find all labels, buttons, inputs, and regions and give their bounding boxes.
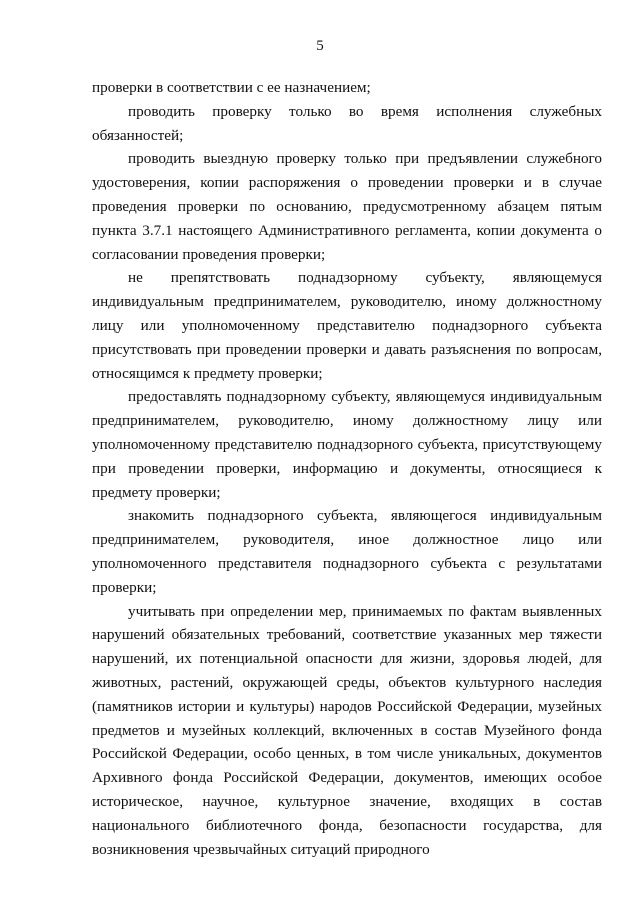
paragraph-6: знакомить поднадзорного субъекта, являющегося индивидуальным предпринимателем, руководителя, иное должностное лицо или уполномоченного представителя поднадзорного субъекта с результатами проверки; [92, 507, 602, 596]
paragraph-3: проводить выездную проверку только при предъявлении служебного удостоверения, копии распоряжения о проведении проверки и в случае проведения проверки по основанию, предусмотренному абзацем пятым пункта 3.7.1 настоящего Административного регламента, копии документа о согласовании проведения проверки; [92, 150, 602, 263]
paragraph-5: предоставлять поднадзорному субъекту, являющемуся индивидуальным предпринимателем, руководителю, иному должностному лицу или уполномоченному представителю поднадзорного субъекта, присутствующему при проведении проверки, информацию и документы, относящиеся к предмету проверки; [92, 388, 602, 501]
document-body [92, 76, 602, 861]
paragraph-4: не препятствовать поднадзорному субъекту, являющемуся индивидуальным предпринимателем, руководителю, иному должностному лицу или уполномоченному представителю поднадзорного субъекта присутствовать при проведении проверки и давать разъяснения по вопросам, относящимся к предмету проверки; [92, 269, 602, 382]
paragraph-2: проводить проверку только во время исполнения служебных обязанностей; [92, 102, 602, 144]
paragraph-7: учитывать при определении мер, принимаемых по фактам выявленных нарушений обязательных требований, соответствие указанных мер тяжести нарушений, их потенциальной опасности для жизни, здоровья людей, для животных, растений, окружающей среды, объектов культурного наследия (памятников истории и культуры) народов Российской Федерации, музейных предметов и музейных коллекций, включенных в состав Музейного фонда Российской Федерации, особо ценных, в том числе уникальных, документов Архивного фонда Российской Федерации, документов, имеющих особое историческое, научное, культурное значение, входящих в состав национального библиотечного фонда, безопасности государства, для возникновения чрезвычайных ситуаций природного [92, 602, 602, 858]
page-number: 5 [316, 38, 324, 54]
paragraph-1: проверки в соответствии с ее назначением; [92, 79, 371, 96]
